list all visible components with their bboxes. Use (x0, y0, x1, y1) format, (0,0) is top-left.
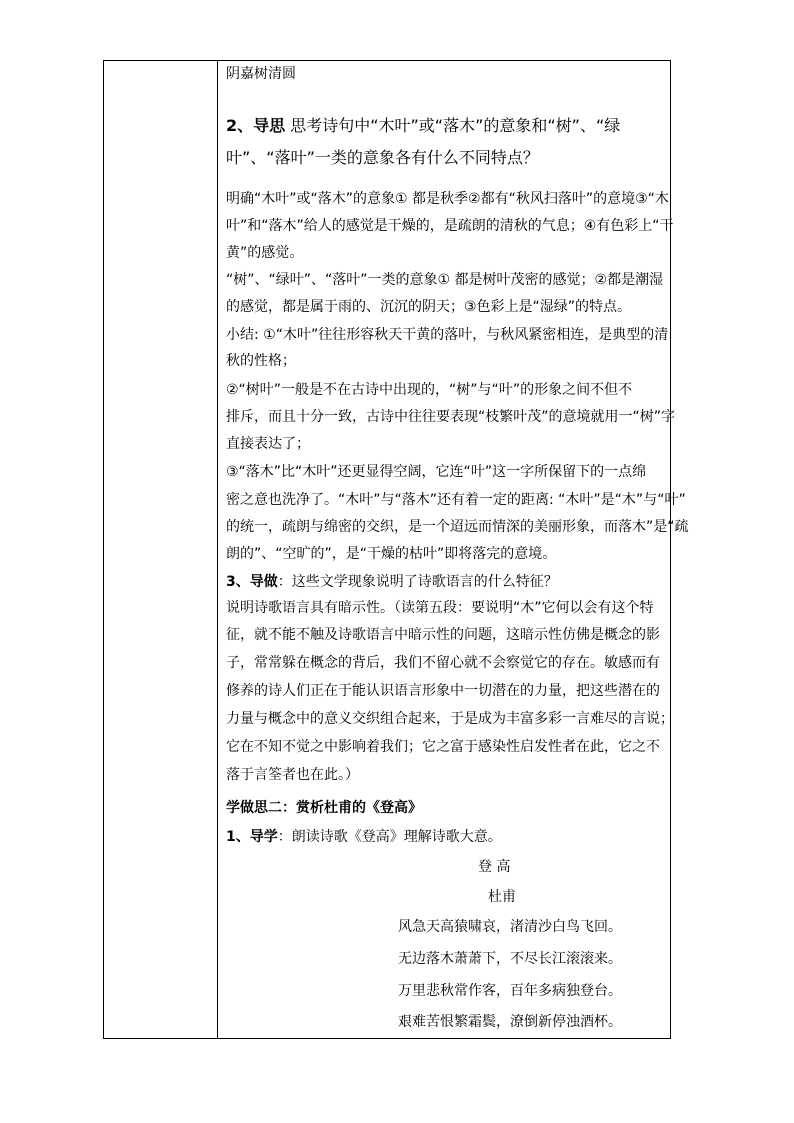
section3-question (226, 571, 558, 591)
section3-label: 3、导做 (226, 574, 278, 590)
summary-line: 密之意也洗净了。“木叶”与“落木”还有着一定的距离: “木叶”是“木”与“叶” (226, 492, 686, 508)
poem-line: 艰难苦恨繁霜鬓，潦倒新停浊酒杯。 (398, 1014, 622, 1030)
answer-line: 叶”和“落木”给人的感觉是干燥的，是疏朗的清秋的气息；④有色彩上“干 (226, 218, 674, 234)
answer-line: 明确“木叶”或“落木”的意象① 都是秋季②都有“秋风扫落叶”的意境③“木 (226, 191, 669, 207)
section1-instruction (226, 826, 502, 846)
xuezuo-title: 学做思二：赏析杜甫的《登高》 (226, 800, 422, 816)
section1-label: 1、导学 (226, 829, 278, 845)
left-column (104, 61, 218, 1038)
poem-title: 登 高 (478, 859, 511, 875)
section3-answer-line: 落于言筌者也在此。） (226, 767, 359, 783)
section3-answer-line: 征，就不能不触及诗歌语言中暗示性的问题，这暗示性仿佛是概念的影 (226, 627, 660, 643)
section2-label: 2、导思 (226, 116, 286, 135)
section3-answer-line: 子，常常躲在概念的背后，我们不留心就不会察觉它的存在。敏感而有 (226, 655, 660, 671)
section3-answer-line: 说明诗歌语言具有暗示性。（读第五段：要说明“木”它何以会有这个特 (226, 600, 654, 616)
poem-line: 风急天高猿啸哀，渚清沙白鸟飞回。 (398, 919, 622, 935)
poem-author: 杜甫 (488, 889, 516, 905)
summary-line: 的统一，疏朗与绵密的交织，是一个迢远而情深的美丽形象，而落木”是“疏 (226, 519, 689, 535)
summary-line: 小结: ①“木叶”往往形容秋天干黄的落叶，与秋风紧密相连，是典型的清 (226, 327, 669, 343)
section1-text: ：朗读诗歌《登高》理解诗歌大意。 (277, 829, 502, 845)
answer-line: “树”、“绿叶”、“落叶”一类的意象① 都是树叶茂密的感觉；②都是潮湿 (226, 272, 664, 288)
header-fragment: 阴嘉树清圆 (226, 66, 296, 82)
summary-line: 秋的性格； (226, 353, 296, 369)
summary-line: 朗的”、“空旷的”，是“干燥的枯叶”即将落完的意境。 (226, 546, 557, 562)
summary-line: ③“落木”比“木叶”还更显得空阔，它连“叶”这一字所保留下的一点绵 (226, 464, 647, 480)
lesson-table (103, 60, 689, 1039)
section3-answer-line: 力量与概念中的意义交织组合起来，于是成为丰富多彩一言难尽的言说； (226, 711, 674, 727)
summary-line: 直接表达了； (226, 436, 310, 452)
section2-line1: 思考诗句中“木叶”或“落木”的意象和“树”、“绿 (285, 116, 621, 135)
poem-line: 万里悲秋常作客，百年多病独登台。 (398, 983, 622, 999)
summary-line: ②“树叶”一般是不在古诗中出现的，“树”与“叶”的形象之间不但不 (226, 382, 633, 398)
answer-line: 的感觉，都是属于雨的、沉沉的阴天；③色彩上是“湿绿”的特点。 (226, 299, 632, 315)
section3-answer-line: 修养的诗人们正在于能认识语言形象中一切潜在的力量，把这些潜在的 (226, 683, 660, 699)
section3-answer-line: 它在不知不觉之中影响着我们；它之富于感染性启发性者在此，它之不 (226, 739, 660, 755)
answer-line: 黄”的感觉。 (226, 245, 304, 261)
poem-line: 无边落木萧萧下，不尽长江滚滚来。 (398, 951, 622, 967)
section2-question-line1 (226, 113, 620, 136)
section2-question-line2: 叶”、“落叶”一类的意象各有什么不同特点？ (226, 148, 539, 167)
section3-text: ：这些文学现象说明了诗歌语言的什么特征？ (277, 574, 558, 590)
summary-line: 排斥，而且十分一致，古诗中往往要表现“枝繁叶茂”的意境就用一“树”字 (226, 409, 676, 425)
